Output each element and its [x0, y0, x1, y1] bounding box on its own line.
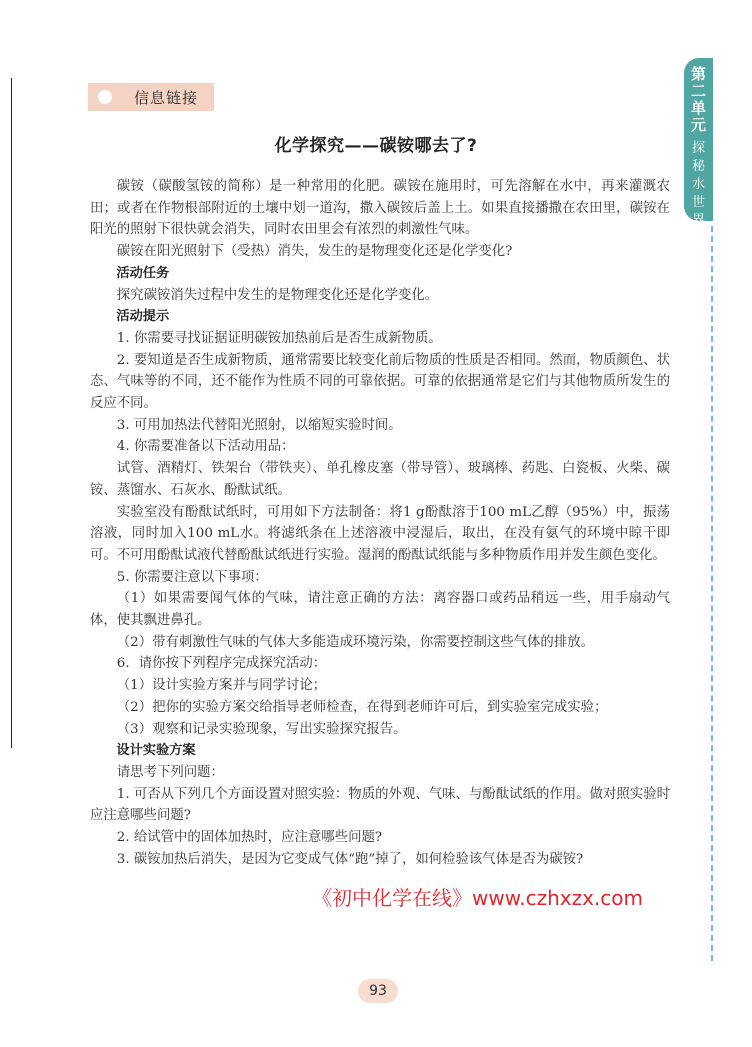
paragraph: 3. 可用加热法代替阳光照射，以缩短实验时间。	[116, 417, 402, 433]
theme-char: 水	[691, 177, 705, 192]
section-heading: 活动提示	[116, 309, 170, 325]
page-title: 化学探究——碳铵哪去了?	[274, 136, 478, 156]
paragraph: 6．请你按下列程序完成探究活动：	[116, 656, 327, 672]
paragraph: 5. 你需要注意以下事项：	[116, 569, 268, 585]
paragraph: （1）如果需要闻气体的气味，请注意正确的方法：离容器口或药品稍远一些，用手扇动气体，使其飘进鼻孔。	[90, 591, 670, 629]
paragraph: 1. 可否从下列几个方面设置对照实验：物质的外观、气味、与酚酞试纸的作用。做对照实验时应注意哪些问题?	[90, 786, 670, 824]
paragraph: （2）带有刺激性气味的气体大多能造成环境污染，你需要控制这些气体的排放。	[116, 634, 594, 650]
section-heading: 活动任务	[116, 265, 170, 281]
paragraph: 请思考下列问题：	[116, 764, 224, 780]
paragraph: 4. 你需要准备以下活动用品：	[116, 439, 295, 455]
article-body	[90, 176, 670, 871]
paragraph: 碳铵（碳酸氢铵的简称）是一种常用的化肥。碳铵在施用时，可先溶解在水中，再来灌溉农田；或者在作物根部附近的土壤中划一道沟，撒入碳铵后盖上土。如果直接播撒在农田里，碳铵在阳光的照射下很快就会消失，同时农田里会有浓烈的刺激性气味。	[90, 179, 670, 238]
paragraph: 2. 给试管中的固体加热时，应注意哪些问题?	[116, 830, 383, 846]
paragraph: 试管、酒精灯、铁架台（带铁夹）、单孔橡皮塞（带导管）、玻璃棒、药匙、白瓷板、火柴、碳铵、蒸馏水、石灰水、酚酞试纸。	[90, 461, 670, 498]
unit-char: 单	[690, 99, 706, 117]
unit-char: 元	[690, 116, 706, 134]
info-link-label: 信息链接	[134, 88, 199, 107]
margin-dashed-line	[711, 226, 713, 961]
paragraph: 2. 要知道是否生成新物质，通常需要比较变化前后物质的性质是否相同。然而，物质颜色、状态、气味等的不同，还不能作为性质不同的可靠依据。可靠的依据通常是它们与其他物质所发生的反应不同。	[90, 352, 670, 412]
paragraph: （2）把你的实验方案交给指导老师检查，在得到老师许可后，到实验室完成实验；	[116, 699, 608, 715]
theme-char: 世	[691, 195, 705, 210]
unit-char: 二	[690, 82, 706, 100]
paragraph: 实验室没有酚酞试纸时，可用如下方法制备：将1 g酚酞溶于100 mL乙醇（95%）中，振荡溶液，同时加入100 mL水。将滤纸条在上述溶液中浸湿后，取出，在没有氨气的环境中晾干即可。不可用酚酞试液代替酚酞试纸进行实验。湿润的酚酞试纸能与多种物质作用并发生颜色变化。	[90, 504, 670, 563]
theme-char: 秘	[691, 159, 705, 174]
paragraph: 探究碳铵消失过程中发生的是物理变化还是化学变化。	[116, 287, 439, 303]
page-number: 93	[358, 979, 398, 1003]
paragraph: 1. 你需要寻找证据证明碳铵加热前后是否生成新物质。	[116, 330, 442, 346]
paragraph: 3. 碳铵加热后消失，是因为它变成气体“跑”掉了，如何检验该气体是否为碳铵?	[116, 851, 584, 867]
unit-label	[691, 66, 706, 134]
section-heading: 设计实验方案	[116, 743, 196, 759]
paragraph: （1）设计实验方案并与同学讨论；	[116, 678, 327, 694]
info-link-tag	[88, 83, 214, 111]
unit-char: 第	[690, 65, 706, 83]
paragraph: 碳铵在阳光照射下（受热）消失，发生的是物理变化还是化学变化?	[116, 244, 513, 260]
theme-char: 界	[691, 213, 705, 228]
dot-icon	[98, 90, 112, 104]
binding-line	[11, 78, 12, 748]
paragraph: （3）观察和记录实验现象，写出实验探究报告。	[116, 721, 407, 737]
theme-char: 探	[691, 141, 705, 156]
watermark: 《初中化学在线》www.czhxzx.com	[312, 886, 644, 910]
